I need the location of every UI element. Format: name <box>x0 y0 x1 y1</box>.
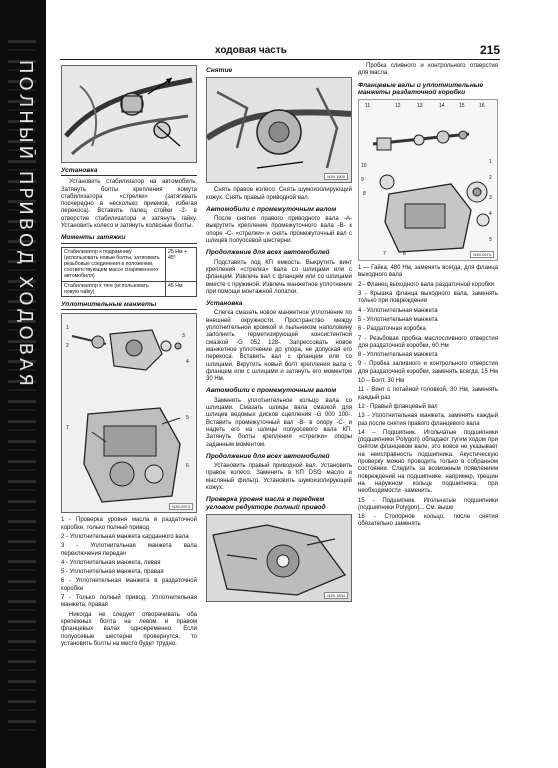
legend-item: 8 - Уплотнительная манжета <box>358 352 438 359</box>
callout-label: 2 <box>66 343 69 350</box>
legend-item: 7 - Только полный привод. Уплотнительная манжета, правая <box>61 595 197 609</box>
callout-label: 1 <box>489 159 492 166</box>
legend-item: 11 - Винт с потайной головкой, 30 Нм, заменять каждый раз <box>358 387 498 401</box>
legend-item: 7 - Резьбовая пробка маслосливного отверстия для раздаточной коробки, 60 Нм <box>358 335 498 349</box>
install-heading: Установка <box>61 167 197 176</box>
callout-label: 10 <box>361 163 367 170</box>
torque-label: Стабилизатор к подрамнику (использовать новые болты, затягивать резьбовые соединения в положении, соответствующем массе снаряженного автомобиля) <box>62 247 166 281</box>
transmission-seals-figure <box>61 313 197 513</box>
legend-item: 6 - Уплотнительная манжета в раздаточной коробке <box>61 578 197 592</box>
legend-item: 5 - Уплотнительная манжета <box>358 316 438 323</box>
drain-plug-text: Пробка сливного и контрольного отверстия для масла. <box>358 63 498 77</box>
legend-item: 14 – Подшипник. Игольчатые подшипники (подшипники Polygon) обладают тугим ходом при снятом фланцевом вале, это вовсе не указывает на неисправность подшипника. Акустическую проверку можно проводить только в собранном состоянии. Следить за возможным появлением повреждений на подшипнике, например, трещин на наружном кольце подшипника, при необходимости -заменить. <box>358 429 498 495</box>
callout-label: 2 <box>489 175 492 182</box>
torque-value: 25 Нм + 45° <box>166 247 197 281</box>
callout-label: 16 <box>479 103 485 110</box>
intermediate-text-1: После снятия правого приводного вала -А- выкрутить крепление промежуточного вала -В- к опоре -С- «стрелки» и снять промежуточный вал с шлицев полуосевой шестерни. <box>206 216 352 245</box>
callout-label: 15 <box>459 103 465 110</box>
callout-label: 9 <box>361 177 364 184</box>
section-title: ходовая часть <box>215 45 287 56</box>
callout-label: 12 <box>395 103 401 110</box>
callout-label: 6 <box>186 463 189 470</box>
callout-label: 4 <box>489 211 492 218</box>
left-column <box>61 63 197 650</box>
callout-label: 7 <box>66 425 69 432</box>
remove-figure <box>206 77 352 183</box>
legend-item: 1 - Проверка уровня масла в раздаточной коробке, только полный привод <box>61 517 197 531</box>
figure-code: N39-1834 <box>324 592 348 599</box>
table-row <box>62 247 197 281</box>
page-number: 215 <box>479 43 500 57</box>
legend-item: 2 - Уплотнительная манжета карданного вала <box>61 533 189 540</box>
callout-label: 8 <box>363 191 366 198</box>
continuation-heading-2: Продолжение для всех автомобилей <box>206 452 330 460</box>
continuation-heading-1: Продолжение для всех автомобилей <box>206 249 330 257</box>
legend-item: 5 - Уплотнительная манжета, правая <box>61 569 164 576</box>
legend-item: 9 - Пробка заливного и контрольного отверстия для раздаточной коробки, заменять всегда, 15 Нм <box>358 361 498 375</box>
callout-label: 5 <box>186 415 189 422</box>
install-text: Установить стабилизатор на автомобиль. Затянуть болты крепления хомута стабилизатора «стрелки» (затягивать посчередно в несколько приемов, избегая перекоса). Вставить палец стойки -2- в отверстие стабилизатора и затянуть гайку. Установить колесо и затянуть колесные болты. <box>61 179 197 230</box>
legend-item: 4 - Уплотнительная манжета, левая <box>61 559 161 566</box>
legend-item: 6 - Раздаточная коробка <box>358 326 426 333</box>
legend-item: 1 — Гайка, 480 Нм, заменять всегда, для фланца выходного вала <box>358 265 498 279</box>
torque-table <box>61 247 197 297</box>
intermediate-text-2: Заменить уплотнительное кольцо вала со шлицами. Смазать шлицы вала смазкой для шлицев ведомых дисков сцепления -G 000 100-. Вставить промежуточный вал -В- в опору -С- и надеть его на шлицы полуосевого вала КП. Затянуть болты крепления «стрелки» опоры заданным моментом. <box>206 397 352 448</box>
callout-label: 7 <box>383 251 386 258</box>
legend-item: 16 - Стопорное кольцо, после снятия обязательно заменять <box>358 514 498 528</box>
legend-item: 10 – Болт, 30 Нм <box>358 378 405 385</box>
seals-heading: Уплотнительные манжеты <box>61 301 197 310</box>
callout-label: 5 <box>489 237 492 244</box>
callout-label: 4 <box>186 359 189 366</box>
legend-item: 13 - Уплотнительная манжета, заменять каждый раз после снятия правого фланцевого вала <box>358 413 498 427</box>
callout-label: 1 <box>66 325 69 332</box>
legend-item: 3 - Крышка фланца выходного вала, заменять только при повреждении <box>358 291 498 305</box>
legend-item: 3 - Уплотнительная манжета вала переключения передач <box>61 543 197 557</box>
remove-text: Снять правое колесо. Снять шумоизолирующий кожух. Снять правый приводной вал. <box>206 187 352 201</box>
legend-item: 15 - Подшипник. Игольчатые подшипники (подшипники Polygon)... См. выше <box>358 497 498 511</box>
page-header <box>60 45 500 60</box>
remove-heading: Снятие <box>206 67 233 74</box>
install-text: Слегка смазать новое манжетное уплотнение по внешней окружности. Пространство между уплотнительной кромкой и пыльником наполовину заполнить герметизирующей консистентной смазкой -G 052 128-. Запрессовать новое манжетное уплотнение до упора, не допуская его перекоса. Вставить вал с фланцем или со шлицами. Вкрутить новый болт крепления вала с фланцем или с шлицами и затянуть его моментом 30 Нм. <box>206 310 352 383</box>
callout-label: 6 <box>403 251 406 258</box>
callout-label: 13 <box>417 103 423 110</box>
torque-heading: Моменты затяжки <box>61 234 197 243</box>
figure-code: N39-0974 <box>470 251 494 258</box>
legend-item: 12 - Правый фланцевый вал <box>358 403 438 410</box>
oil-level-heading: Проверка уровня масла в переднем угловом редукторе полный привод <box>206 496 326 511</box>
intermediate-heading-1: Автомобили с промежуточным валом <box>206 205 337 213</box>
install-heading: Установка <box>206 300 243 308</box>
middle-column <box>206 63 352 606</box>
legend-note: Никогда не следует отворачивать оба крепежных болта на левом и правом фланцевых валах одновременно. Если полуосевые шестерни провернутся, то установить болты на место будет трудно. <box>61 611 197 647</box>
legend-item: 4 - Уплотнительная манжета <box>358 307 438 314</box>
spine-lettering: ПОЛНЫЙ ПРИВОД ХОДОВАЯ <box>15 60 36 389</box>
right-column <box>358 63 498 531</box>
flange-heading: Фланцевые валы и уплотнительные манжеты раздаточной коробки <box>358 81 484 96</box>
torque-value: 45 Нм <box>166 281 197 296</box>
continuation-text-1: Подставить под КП емкость. Выкрутить винт крепления «стрелка» вала со шлицами или с фланцем. Извлечь вал с фланцем или со шлицами вместе с пружиной. Извлечь манжетное уплотнение при помощи монтажной лопатки. <box>206 259 352 295</box>
torque-label: Стабилизатор к тяге (использовать новую гайку) <box>62 281 166 296</box>
figure-code: N39-1900 <box>324 173 348 180</box>
callout-label: 3 <box>182 333 185 340</box>
book-spine-shadow <box>0 0 46 768</box>
transfer-case-figure <box>358 99 498 261</box>
intermediate-heading-2: Автомобили с промежуточным валом <box>206 387 337 395</box>
figure-code: N39-0973 <box>169 503 193 510</box>
continuation-text-2: Установить правый приводной вал. Установить правое колесо. Заменить в КП DSG масло и масляный фильтр. Установить шумоизолирующий кожух. <box>206 463 352 491</box>
oil-level-figure <box>206 514 352 602</box>
stabilizer-figure <box>61 65 197 163</box>
callout-label: 3 <box>489 195 492 202</box>
callout-label: 14 <box>439 103 445 110</box>
table-row <box>62 281 197 296</box>
legend-item: 2 - Фланец выходного вала раздаточной коробки <box>358 281 495 288</box>
callout-label: 11 <box>365 103 371 110</box>
